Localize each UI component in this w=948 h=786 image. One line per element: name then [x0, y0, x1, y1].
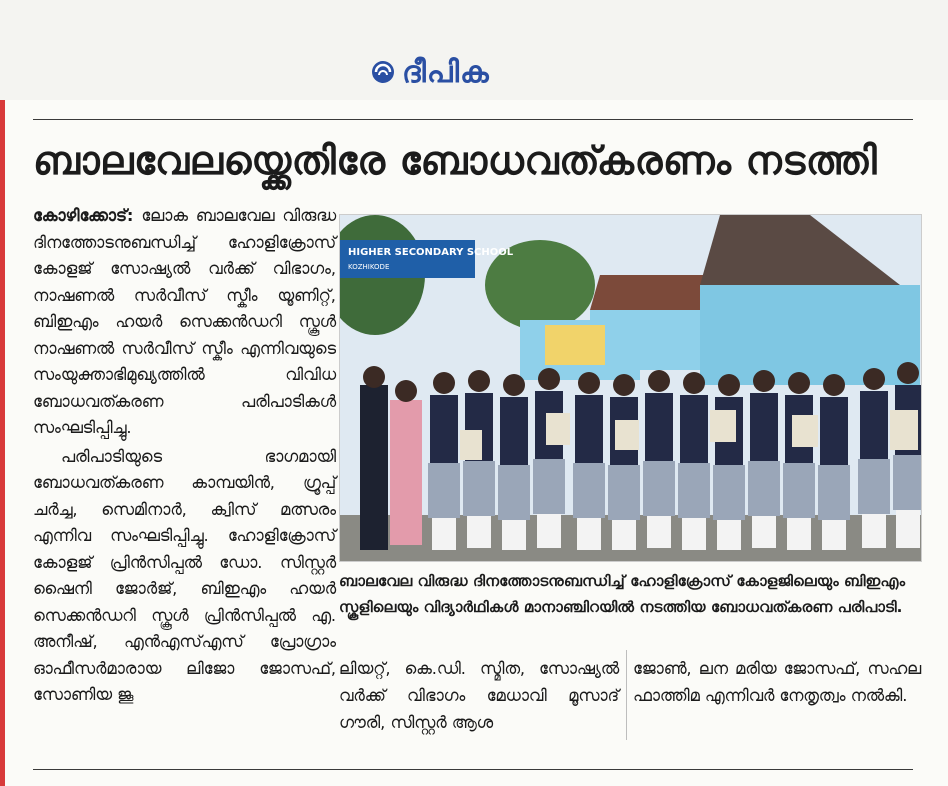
photo-illustration — [340, 215, 922, 562]
news-photo — [339, 214, 922, 562]
article-column-left — [33, 203, 336, 709]
deepika-logo — [370, 52, 490, 92]
left-accent-rule — [0, 100, 5, 786]
article-paragraph — [33, 203, 336, 442]
school-signboard-subtext: KOZHIKODE — [348, 263, 390, 271]
photo-caption: ബാലവേല വിരുദ്ധ ദിനത്തോടനുബന്ധിച്ച് ഹോളിക്രോസ് കോളജിലെയും ബിഇഎം സ്കൂളിലെയും വിദ്യാർഥികൾ മാനാഞ്ചിറയിൽ നടത്തിയ ബോധവത്കരണ പരിപാടി. — [339, 572, 906, 616]
article-column-middle: ലിയറ്റ്, കെ.ഡി. സ്മിത, സോഷ്യൽ വർക്ക് വിഭാഗം മേധാവി മൂസാദ് ഗൗരി, സിസ്റ്റർ ആശ — [339, 659, 619, 732]
headline-top-rule — [33, 119, 913, 120]
article-column-right: ജോൺ, ലന മരിയ ജോസഫ്, സഹല ഫാത്തിമ എന്നിവർ നേതൃത്വം നൽകി. — [633, 659, 921, 705]
article-paragraph: പരിപാടിയുടെ ഭാഗമായി ബോധവത്കരണ കാമ്പയിൻ, ഗ്രൂപ്പ് ചർച്ച, സെമിനാർ, ക്വിസ് മത്സരം എന്നിവ സംഘടിപ്പിച്ചു. ഹോളിക്രോസ് കോളജ് പ്രിൻസിപ്പൽ ഡോ. സിസ്റ്റർ ഷൈനി ജോർജ്, ബിഇഎം ഹയർ സെക്കൻഡറി സ്കൂൾ പ്രിൻസിപ്പൽ എ. അനീഷ്, എൻഎസ്എസ് പ്രോഗ്രാം ഓഫീസർമാരായ ലിജോ ജോസഫ്, സോണിയ ജൂ — [33, 446, 336, 704]
article-bottom-rule — [33, 769, 913, 770]
masthead-name: ദീപിക — [402, 54, 490, 90]
paragraph-body: ലോക ബാലവേല വിരുദ്ധ ദിനത്തോടനുബന്ധിച്ച് ഹോളിക്രോസ് കോളജ് സോഷ്യൽ വർക്ക് വിഭാഗം, നാഷണൽ സർവീസ് സ്കീം യൂണിറ്റ്, ബിഇഎം ഹയർ സെക്കൻഡറി സ്കൂൾ നാഷണൽ സർവീസ് സ്കീം എന്നിവയുടെ സംയുക്താഭിമുഖ്യത്തിൽ വിവിധ ബോധവത്കരണ പരിപാടികൾ സംഘടിപ്പിച്ചു. — [33, 206, 336, 437]
logo-emblem-icon — [370, 59, 396, 85]
column-divider — [626, 650, 627, 740]
dateline: കോഴിക്കോട്: — [33, 206, 134, 225]
school-signboard-text: HIGHER SECONDARY SCHOOL — [348, 247, 514, 258]
article-headline: ബാലവേലയ്ക്കെതിരേ ബോധവത്കരണം നടത്തി — [33, 139, 878, 184]
